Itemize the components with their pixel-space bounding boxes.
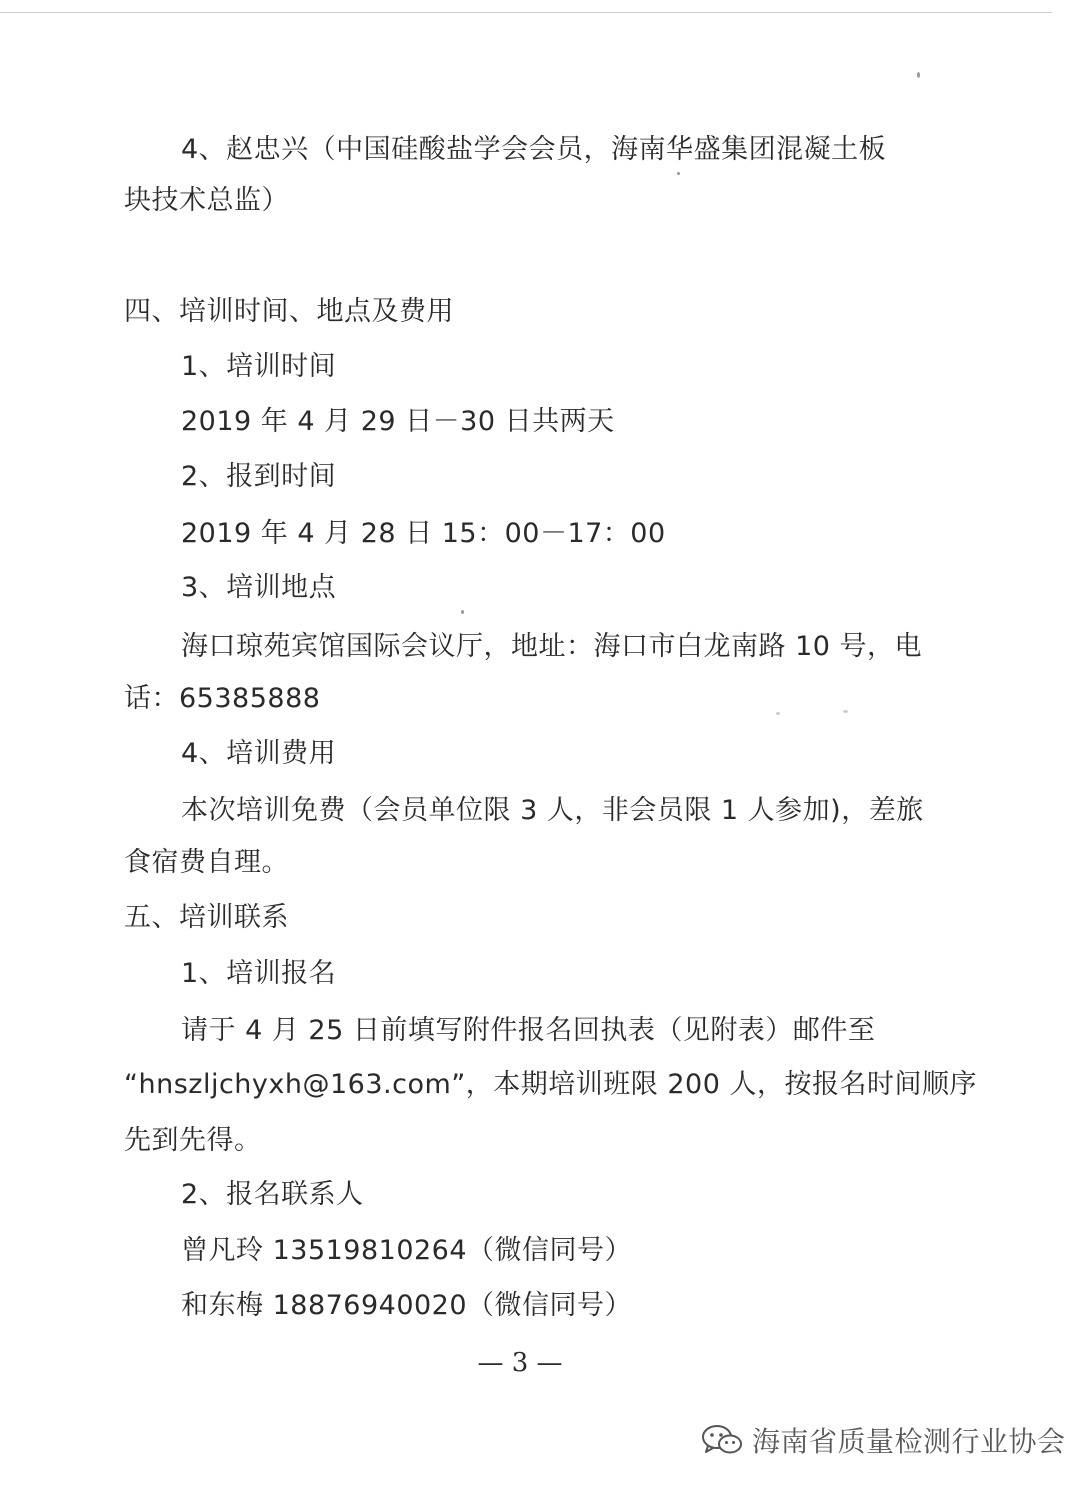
subheading: 1、培训时间: [181, 351, 337, 382]
subheading: 1、培训报名: [181, 958, 337, 989]
page-number: — 3 —: [477, 1348, 563, 1378]
scan-speck: [461, 610, 464, 614]
wechat-watermark: [700, 1420, 1066, 1460]
subheading: 2、报名联系人: [181, 1179, 364, 1210]
text-line: 块技术总监）: [124, 185, 289, 216]
text-line: 食宿费自理。: [124, 847, 289, 878]
text-line: 2019 年 4 月 28 日 15：00－17：00: [181, 518, 666, 549]
scan-speck: [677, 172, 680, 175]
text-line: 4、赵忠兴（中国硅酸盐学会会员，海南华盛集团混凝土板: [181, 134, 887, 165]
section-heading: 四、培训时间、地点及费用: [124, 296, 454, 327]
text-line: 先到先得。: [124, 1125, 262, 1156]
scan-top-edge: [0, 12, 1052, 13]
scan-speck: [776, 712, 780, 715]
wechat-icon: [700, 1423, 744, 1457]
scan-speck: [917, 72, 920, 78]
subheading: 4、培训费用: [181, 738, 337, 769]
text-line: 请于 4 月 25 日前填写附件报名回执表（见附表）邮件至: [181, 1015, 876, 1046]
watermark-text: 海南省质量检测行业协会: [752, 1425, 1066, 1458]
text-line: 海口琼苑宾馆国际会议厅，地址：海口市白龙南路 10 号，电: [181, 631, 923, 662]
contact-line: 曾凡玲 13519810264（微信同号）: [181, 1235, 633, 1266]
text-line: 本次培训免费（会员单位限 3 人，非会员限 1 人参加)，差旅: [181, 795, 924, 826]
text-line: 话：65385888: [124, 683, 321, 714]
section-heading: 五、培训联系: [124, 902, 289, 933]
subheading: 2、报到时间: [181, 461, 337, 492]
text-line: “hnszljchyxh@163.com”，本期培训班限 200 人，按报名时间顺序: [124, 1069, 977, 1100]
text-line: 2019 年 4 月 29 日－30 日共两天: [181, 406, 615, 437]
contact-line: 和东梅 18876940020（微信同号）: [181, 1290, 633, 1321]
scan-speck: [843, 710, 848, 713]
subheading: 3、培训地点: [181, 572, 337, 603]
